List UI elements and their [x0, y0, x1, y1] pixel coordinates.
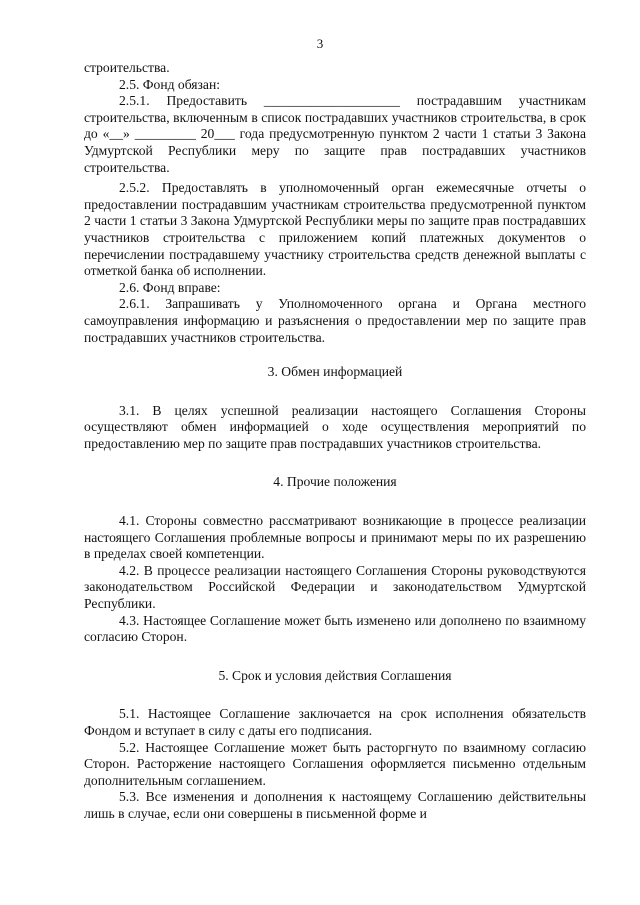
paragraph-2-5: 2.5. Фонд обязан:: [119, 76, 220, 92]
document-body: [84, 60, 586, 823]
section-heading-5: 5. Срок и условия действия Соглашения: [218, 667, 452, 683]
paragraph-5-1: 5.1. Настоящее Соглашение заключается на срок исполнения обязательств Фондом и вступает в силу с даты его подписания.: [84, 706, 586, 738]
paragraph-4-1: 4.1. Стороны совместно рассматривают возникающие в процессе реализации настоящего Соглашения проблемные вопросы и принимают меры по их разрешению в пределах своей компетенции.: [84, 513, 586, 562]
paragraph-4-3: 4.3. Настоящее Соглашение может быть изменено или дополнено по взаимному согласию Сторон.: [84, 612, 586, 645]
paragraph-5-3: 5.3. Все изменения и дополнения к настоящему Соглашению действительны лишь в случае, если они совершены в письменной форме и: [84, 789, 586, 821]
paragraph-2-6-1: 2.6.1. Запрашивать у Уполномоченного органа и Органа местного самоуправления информацию и разъяснения о предоставлении мер по защите прав пострадавших участников строительства.: [84, 296, 586, 345]
paragraph-2-6: 2.6. Фонд вправе:: [119, 279, 221, 295]
page-number: 3: [316, 36, 324, 51]
paragraph-5-2: 5.2. Настоящее Соглашение может быть расторгнуто по взаимному согласию Сторон. Расторжение настоящего Соглашения оформляется письменно отдельным дополнительным соглашением.: [84, 739, 586, 788]
paragraph-3-1: 3.1. В целях успешной реализации настоящего Соглашения Стороны осуществляют обмен информацией о ходе осуществления мероприятий по предоставлению мер по защите прав пострадавших участников строительства.: [84, 402, 586, 451]
paragraph-2-5-2: 2.5.2. Предоставлять в уполномоченный орган ежемесячные отчеты о предоставлении пострадавшим участникам строительства предусмотренной пунктом 2 части 1 статьи 3 Закона Удмуртской Республики меры по защите прав пострадавших участников строительства с приложением копий платежных документов о перечислении пострадавшему участнику строительства средств денежной выплаты с отметкой банка об исполнении.: [84, 180, 586, 279]
paragraph-2-5-1: 2.5.1. Предоставить ____________________ пострадавшим участникам строительства, включенным в список пострадавших участников строительства, в срок до «__» _________ 20___ года предусмотренную пунктом 2 части 1 статьи 3 Закона Удмуртской Республики меру по защите прав пострадавших участников строительства.: [84, 93, 586, 175]
paragraph-4-2: 4.2. В процессе реализации настоящего Соглашения Стороны руководствуются законодательством Российской Федерации и законодательством Удмуртской Республики.: [84, 562, 586, 612]
section-heading-3: 3. Обмен информацией: [267, 364, 403, 380]
section-heading-4: 4. Прочие положения: [273, 474, 397, 490]
paragraph-continuation: строительства.: [84, 60, 170, 75]
